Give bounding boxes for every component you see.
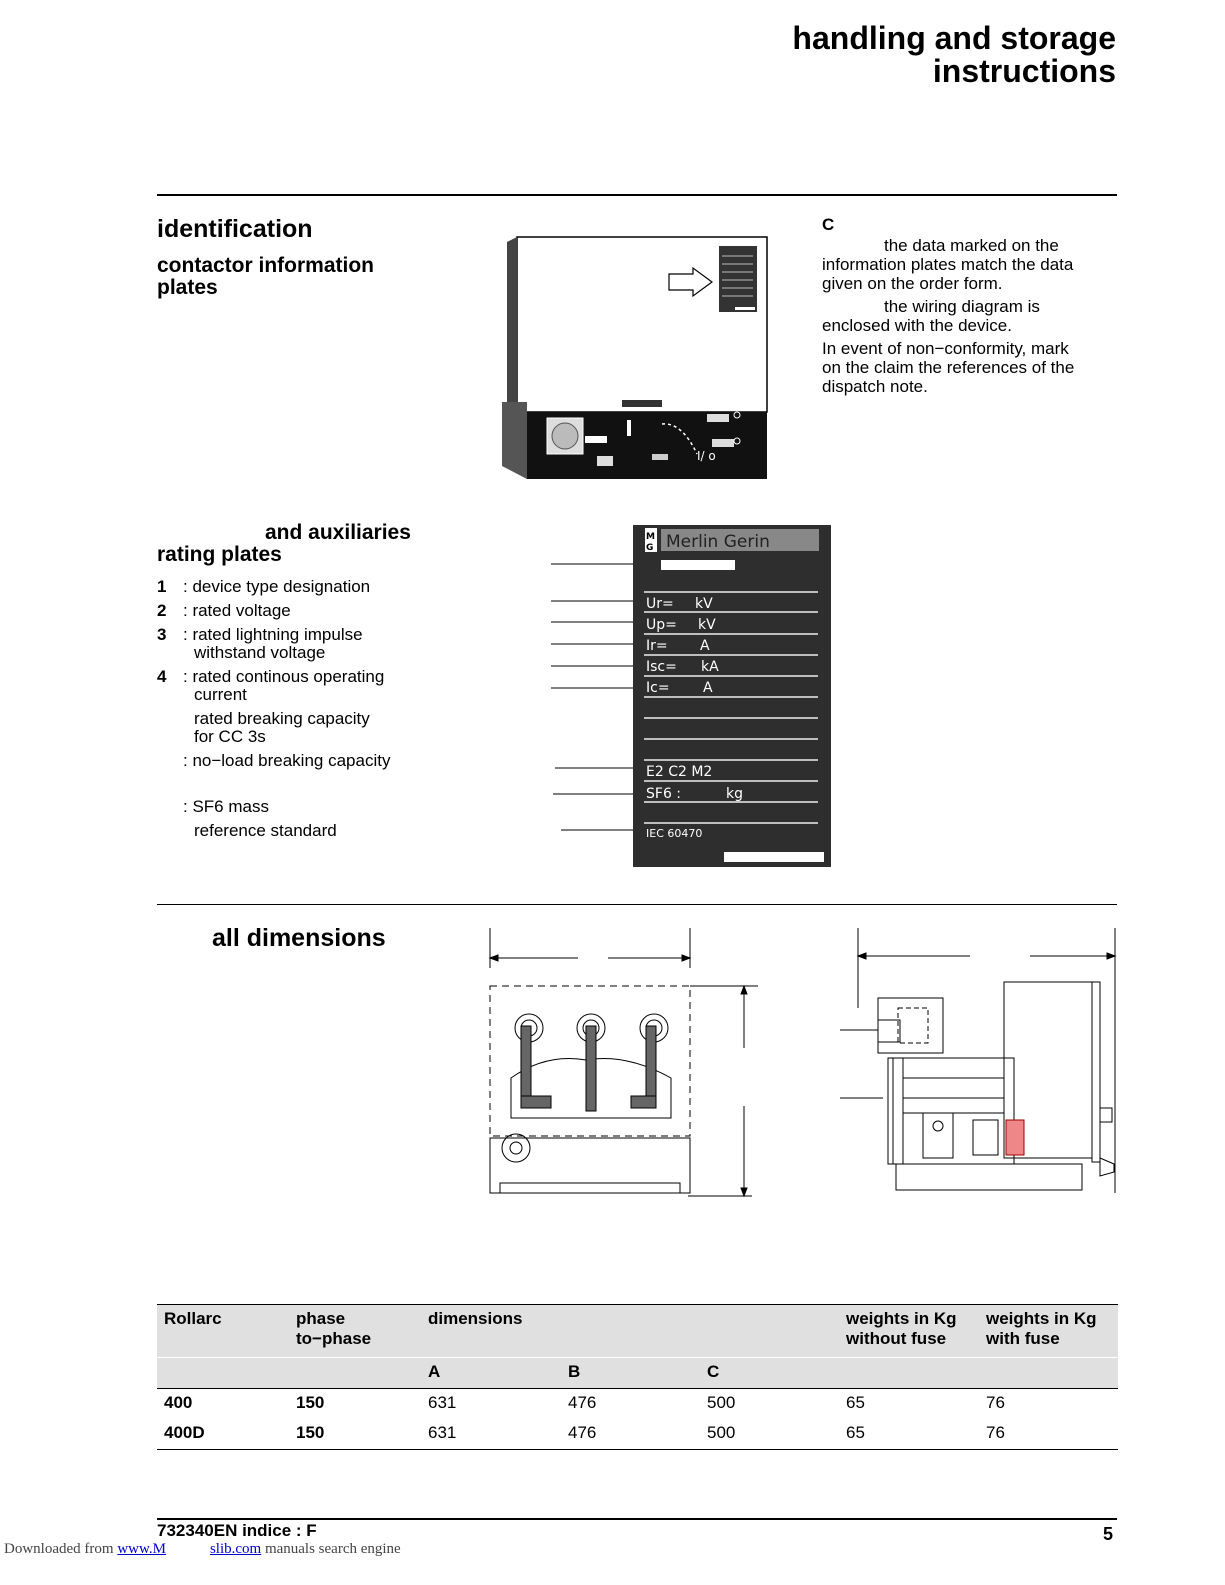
header-phase-line2: to−phase: [296, 1329, 372, 1348]
cell-weight-no-fuse: 65: [839, 1419, 979, 1450]
header-weight-fuse: [979, 1305, 1118, 1358]
plate-label-ir: Ir=: [646, 638, 668, 654]
header-rollarc: Rollarc: [157, 1305, 289, 1358]
cell-a: 631: [428, 1393, 457, 1412]
rating-item-text: [194, 710, 370, 746]
header-b: B: [561, 1358, 700, 1389]
cell-phase: 150: [296, 1393, 325, 1412]
check-p3-l3: dispatch note.: [822, 377, 928, 396]
rating-item: [157, 668, 447, 704]
rating-item-number: 4: [157, 667, 167, 686]
rating-heading-line2: rating plates: [157, 543, 282, 566]
header-phase: [289, 1305, 421, 1358]
cell-b: 476: [568, 1393, 597, 1412]
plate-label-ic: Ic=: [646, 680, 670, 696]
footer-divider: [157, 1518, 1117, 1520]
table-row: [157, 1419, 1118, 1450]
cell-weight-fuse: 76: [979, 1419, 1118, 1450]
rating-heading-line1: and auxiliaries: [265, 521, 411, 544]
plate-label-isc: Isc=: [646, 659, 677, 675]
header-w2-line2: with fuse: [986, 1329, 1060, 1348]
page-title-line1: handling and storage: [792, 20, 1116, 56]
header-phase-line1: phase: [296, 1309, 346, 1328]
rating-item: [157, 822, 447, 840]
check-p2-l1: the wiring diagram is: [884, 297, 1040, 316]
identification-heading: identification: [157, 215, 313, 243]
download-link-part1[interactable]: www.M: [117, 1541, 166, 1557]
check-p1-l3: given on the order form.: [822, 274, 1003, 293]
rating-item-text: : no−load breaking capacity: [183, 751, 391, 770]
cell-b: 476: [561, 1419, 700, 1450]
rating-item-text: [183, 626, 363, 662]
download-prefix: Downloaded from: [4, 1541, 114, 1557]
check-paragraph-3: [822, 339, 1122, 396]
top-divider: [157, 194, 1117, 196]
rating-item: [157, 626, 447, 662]
rating-item-line2: current: [194, 685, 247, 704]
download-link-part2[interactable]: slib.com: [209, 1541, 262, 1557]
plate-brand: Merlin Gerin: [666, 532, 770, 552]
page-title-line2: instructions: [932, 53, 1116, 89]
header-c: C: [700, 1358, 839, 1389]
cell-weight-no-fuse: 65: [846, 1393, 865, 1412]
header-w1-line1: weights in Kg: [846, 1309, 957, 1328]
page-title: [792, 22, 1116, 88]
rating-item-number: 3: [157, 625, 167, 644]
contactor-info-heading-line1: contactor information: [157, 254, 375, 277]
plate-standard: IEC 60470: [646, 827, 703, 840]
plate-unit-isc: kA: [701, 659, 719, 675]
plate-unit-ir: A: [700, 638, 710, 654]
rating-items-list: [157, 578, 447, 846]
check-p1-l2: information plates match the data: [822, 255, 1074, 274]
check-paragraph-2: [822, 297, 1122, 335]
contactor-info-heading-line2: plates: [157, 276, 218, 299]
dimensions-table: [157, 1304, 1118, 1450]
table-header-row: [157, 1305, 1118, 1358]
header-weight-no-fuse: [839, 1305, 979, 1358]
rating-item: [157, 752, 447, 792]
cell-phase: 150: [289, 1419, 421, 1450]
side-view-drawing: [838, 928, 1120, 1196]
plate-class-line: E2 C2 M2: [646, 764, 713, 780]
rating-plate-illustration: [548, 524, 834, 868]
plate-unit-ur: kV: [695, 596, 713, 612]
plate-unit-ic: A: [703, 680, 713, 696]
download-notice: [4, 1541, 401, 1558]
check-p2-l2: enclosed with the device.: [822, 316, 1012, 335]
rating-item: [157, 602, 447, 620]
rating-item-text: : SF6 mass: [183, 797, 269, 816]
plate-label-ur: Ur=: [646, 596, 674, 612]
cell-c: 500: [700, 1419, 839, 1450]
plate-label-up: Up=: [646, 617, 677, 633]
rating-item-number: 2: [157, 601, 167, 620]
verification-text: [822, 215, 1122, 400]
rating-item-text: : rated voltage: [183, 601, 291, 620]
rating-item-line1: rated breaking capacity: [194, 709, 370, 728]
header-w1-line2: without fuse: [846, 1329, 947, 1348]
rating-item: [157, 710, 447, 746]
contactor-illustration: [497, 234, 772, 482]
cell-model: 400: [164, 1393, 193, 1412]
check-letter: C: [822, 215, 835, 234]
rating-item-line1: : rated continous operating: [183, 667, 385, 686]
svg-text:I/ o: I/ o: [697, 449, 716, 463]
check-p1-l1: the data marked on the: [884, 236, 1059, 255]
plate-sf6-label: SF6 :: [646, 786, 682, 802]
page-number: 5: [1102, 1524, 1113, 1544]
contactor-info-heading: [157, 255, 374, 299]
header-w2-line1: weights in Kg: [986, 1309, 1097, 1328]
rating-item-line2: withstand voltage: [194, 643, 326, 662]
svg-text:M: M: [646, 532, 655, 542]
middle-divider: [157, 904, 1117, 905]
svg-text:G: G: [646, 543, 654, 553]
rating-item-text: [183, 668, 384, 704]
rating-item-line2: for CC 3s: [194, 727, 266, 746]
check-p3-l1: In event of non−conformity, mark: [822, 339, 1069, 358]
check-paragraph-1: [822, 236, 1122, 293]
front-view-drawing: [486, 928, 762, 1200]
rating-item-number: 1: [157, 577, 167, 596]
rating-item: [157, 798, 447, 816]
plate-unit-up: kV: [698, 617, 716, 633]
plate-sf6-unit: kg: [726, 786, 743, 802]
rating-item-text: : device type designation: [183, 577, 371, 596]
table-subheader-row: [157, 1358, 1118, 1389]
header-a: A: [421, 1358, 561, 1389]
cell-model: 400D: [157, 1419, 289, 1450]
cell-c: 500: [707, 1393, 736, 1412]
cell-a: 631: [421, 1419, 561, 1450]
download-link[interactable]: [117, 1541, 261, 1557]
download-suffix: manuals search engine: [261, 1541, 401, 1557]
table-row: [157, 1389, 1118, 1420]
header-dimensions: dimensions: [421, 1305, 839, 1358]
document-reference: 732340EN indice : F: [157, 1521, 317, 1540]
rating-item: [157, 578, 447, 596]
rating-item-text: reference standard: [194, 821, 337, 840]
cell-weight-fuse: 76: [986, 1393, 1005, 1412]
rating-plates-heading: [157, 522, 411, 566]
dimensions-heading: all dimensions: [212, 924, 386, 952]
rating-item-line1: : rated lightning impulse: [183, 625, 363, 644]
check-p3-l2: on the claim the references of the: [822, 358, 1075, 377]
